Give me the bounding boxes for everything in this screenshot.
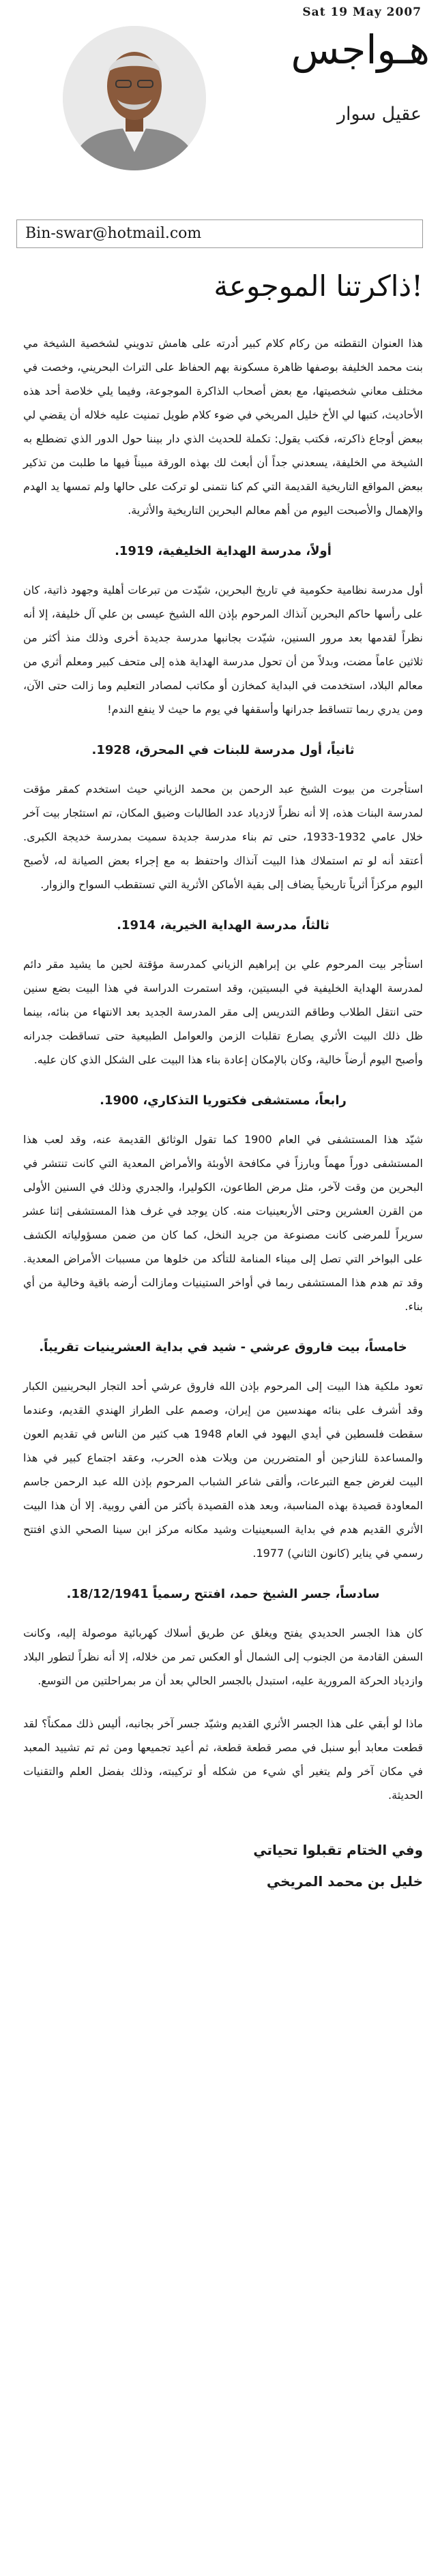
section-paragraph: كان هذا الجسر الحديدي يفتح ويغلق عن طريق أسلاك كهربائية موصولة إليه، وكانت السفن القادمة من الجنوب إلى الشمال أو العكس تمر من خلاله، إلا أنه نظراً لتطور البلاد وازدياد الحركة المرورية عليه، استبدل بالجسر الحالي بعد أن مر بمراحلتين من التوسع. [23,1626,423,1687]
closing-paragraph: ماذا لو أبقي على هذا الجسر الأثري القديم وشيّد جسر آخر بجانبه، أليس ذلك ممكناً؟ لقد قطعت معابد أبو سنبل في مصر قطعة قطعة، ثم أعيد تجميعها ومن ثم تم تشييد المعبد في مكان آخر ولم يتغير أي شيء من شكله أو تركيبته، وذلك بفضل العلم والتقنيات الحديثة. [23,1717,423,1802]
section-paragraph: استأجر بيت المرحوم علي بن إبراهيم الزياني كمدرسة مؤقتة لحين ما يشيد مقر دائم لمدرسة الهداية الخليفية في البسيتين، وقد استمرت الدراسة في هذا البيت بضع سنين حتى انتقل الطلاب وطاقم التدريس إلى مقر المدرسة الجديد بعد الانتهاء من بنائه، بينما ظل ذلك البيت الأثري يصارع تقلبات الزمن والعوامل الطبيعية حتى تساقطت جدرانه وأصبح اليوم أرضاً خالية، وكان بالإمكان إعادة بناء هذا البيت على الشكل الذي كان عليه. [23,958,423,1066]
article-headline: ذاكرتنا الموجوعة! [214,269,423,303]
intro-paragraph: هذا العنوان التقطته من ركام كلام كبير أدرته على هامش تدويني لشخصية الشيخة مي بنت محمد الخليفة بوصفها ظاهرة مسكونة بهم الحفاظ على التراث البحريني، وخصت في مختلف معاني شخصيتها، مع بعض أصحاب الذاكرة الموجوعة، وفيما يلي خلاصة أحد هذه الأحاديث، كتبها لي الأخ خليل المريخي في ضوء كلام طويل تمنيت عليه خلاله أن يقضي لي ببعض أوجاع ذاكرته، فكتب يقول: تكملة للحديث الذي دار بيننا حول الدور الذي تضطلع به الشيخة مي الخليفة، يسعدني جداً أن أبعث لك بهذه الورقة مبيناً فيها ما طلبت من تذكير ببعض المواقع التاريخية القديمة التي كم كنا نتمنى لو تركت على حالها ولم تمسها يد الهدم والإهمال والأصبحت اليوم من أهم معالم البحرين التاريخية والأثرية. [23,337,423,517]
section-heading: أولاً، مدرسة الهداية الخليفية، 1919. [115,544,332,558]
section-heading: ثالثاً، مدرسة الهداية الخيرية، 1914. [117,918,329,933]
section-heading: خامساً، بيت فاروق عرشي - شيد في بداية العشرينيات تقريباً. [39,1340,407,1354]
signoff [23,1834,423,1897]
column-title: هـواجس [291,27,430,73]
section-heading: سادساً، جسر الشيخ حمد، افتتح رسمياً 18/12/1941. [66,1587,380,1601]
section-paragraph: استأجرت من بيوت الشيخ عبد الرحمن بن محمد الزياني حيث استخدم كمقر مؤقت لمدرسة البنات هذه، إلا أنه نظراً لازدياد عدد الطالبات وضيق المكان، تم استئجار بيت آخر خلال عامي 1932-1933، حتى تم بناء مدرسة جديدة سميت بمدرسة خديجة الكبرى. أعتقد أنه لو تم استملاك هذا البيت آنذاك واحتفظ به مع إجراء بعض الصيانة له، لأصبح اليوم مركزاً أثرياً تاريخياً يضاف إلى بقية الأماكن الأثرية التي تستقطب السواح والزوار. [23,783,423,891]
section-paragraph: تعود ملكية هذا البيت إلى المرحوم بإذن الله فاروق عرشي أحد التجار البحرينيين الكبار وقد أشرف على بنائه مهندسين من إيران، وصمم على الطراز الهندي القديم، وعندما سقطت فلسطين في أيدي اليهود في العام 1948 هب كثير من الناس في تقديم العون والمساعدة للنازحين أو المتضررين من ويلات هذه الحرب، وعقد اجتماع كبير في هذا البيت لغرض جمع التبرعات، وألقى شاعر الشباب المرحوم بإذن الله عبد الرحمن جاسم المعاودة قصيدة بهذه المناسبة، وبعد هذه القصيدة بأكثر من ألفي روبية. إلا أن هذا البيت الأثري القديم هدم في بداية السبعينيات وشيد مكانه مركز ابن سينا الصحي الذي افتتح رسمي في يناير (كانون الثاني) 1977. [23,1380,423,1560]
section-heading: ثانياً، أول مدرسة للبنات في المحرق، 1928. [91,743,355,757]
signoff-name: خليل بن محمد المريخي [266,1873,423,1890]
publication-date: Sat 19 May 2007 [302,5,422,19]
section-heading: رابعاً، مستشفى فكتوريا التذكاري، 1900. [100,1093,347,1108]
article-body [23,331,423,1897]
section-paragraph: شيّد هذا المستشفى في العام 1900 كما تقول الوثائق القديمة عنه، وقد لعب هذا المستشفى دوراً مهماً وبارزاً في مكافحة الأوبئة والأمراض المعدية التي كانت تنتشر في البحرين من وقت لآخر، مثل مرض الطاعون، الكوليرا، والجدري وذلك في السنين الأولى من القرن العشرين وحتى الأربعينيات منه. كان يوجد في غرف هذا المستشفى إثنا عشر سريراً للمرضى كانت مصنوعة من جريد النخل، كما كان من ضمن مسؤولياته الكشف على البواخر التي تصل إلى ميناء المنامة للتأكد من خلوها من مسببات الأمراض المعدية. وقد تم هدم هذا المستشفى ربما في أواخر الستينيات ومازالت أرضه باقية وخالية من أي بناء. [23,1133,423,1313]
signoff-greeting: وفي الختام تقبلوا تحياتي [253,1842,423,1858]
author-email: Bin-swar@hotmail.com [16,219,423,248]
author-portrait-icon [63,26,206,170]
author-name: عقيل سوار [336,104,422,125]
section-paragraph: أول مدرسة نظامية حكومية في تاريخ البحرين، شيّدت من تبرعات أهلية وجهود ذاتية، كان على رأسها حاكم البحرين آنذاك المرحوم بإذن الله الشيخ عيسى بن علي آل خليفة، إلا أنه نظراً لقدمها بعد مرور السنين، شيّدت بجانبها مدرسة جديدة أخرى وذلك منذ أكثر من ثلاثين عاماً مضت، وبدلاً من أن تحول مدرسة الهداية هذه إلى متحف كبير ومعلم أثري من معالم البلاد، استخدمت في البداية كمخازن أو مكاتب لمصادر التعليم وما زالت حتى الآن، ومن يدري ربما تتساقط جدرانها وأسقفها في يوم ما حيث لا ينفع الندم! [23,584,423,716]
author-photo [63,26,206,170]
